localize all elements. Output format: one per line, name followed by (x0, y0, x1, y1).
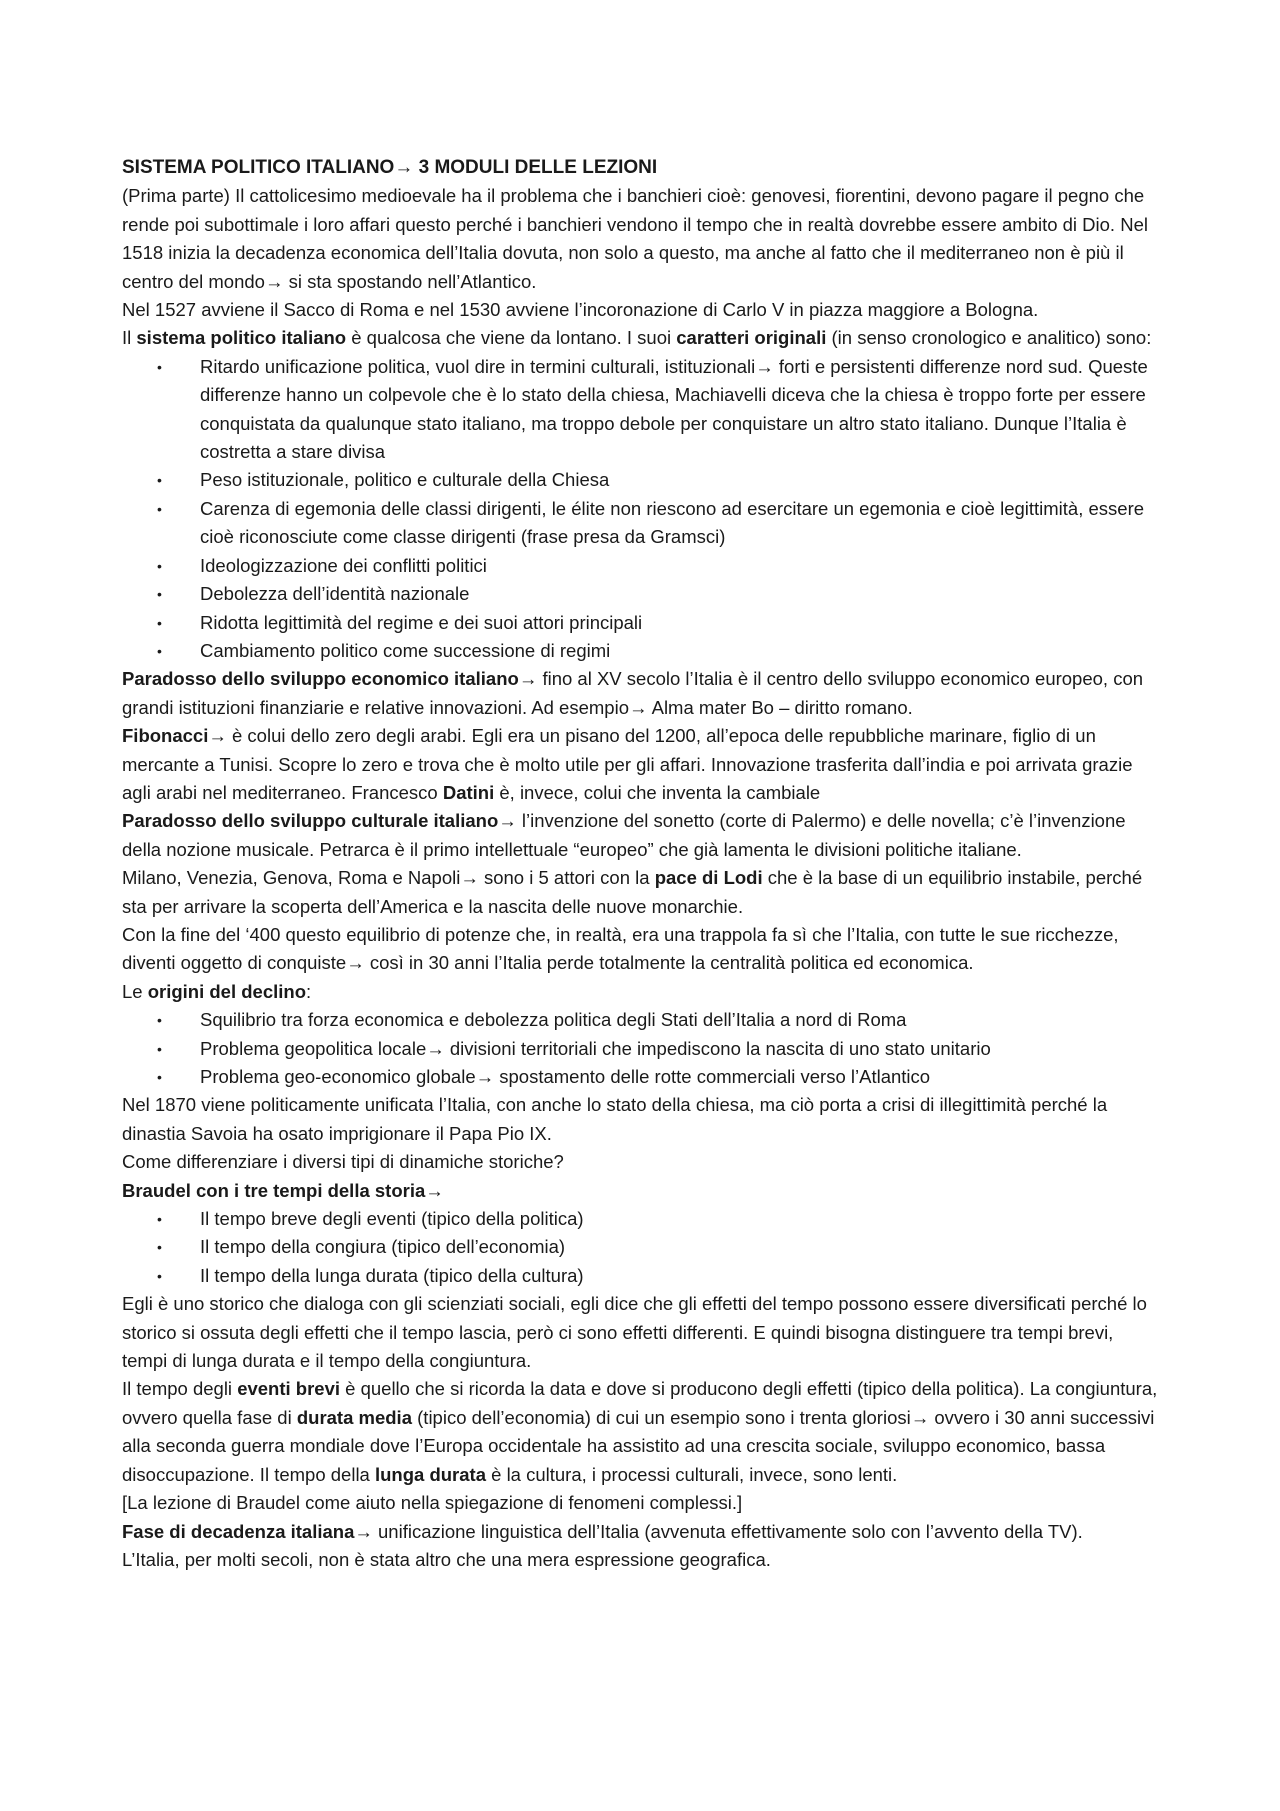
paragraph-espressione-geografica: L’Italia, per molti secoli, non è stata altro che una mera espressione geografica. (122, 1548, 771, 1570)
list-item (157, 495, 1162, 552)
paragraph-intro: (Prima parte) Il cattolicesimo medioevale ha il problema che i banchieri cioè: genovesi, fiorentini, devono pagare il pegno che rende poi subottimale i loro affari questo perché i banchieri vendono il tempo che in realtà dovrebbe essere ambito di Dio. Nel 1518 inizia la decadenza economica dell’Italia dovuta, non solo a questo, ma anche al fatto che il mediterraneo non è più il centro del mondo→ si sta spostando nell’Atlantico. (122, 185, 1148, 292)
bold-term: caratteri originali (676, 327, 827, 349)
bold-term: Fibonacci (122, 725, 209, 747)
document-page (122, 154, 1162, 1574)
paragraph-paradosso-culturale (122, 807, 1162, 864)
paragraph-lezione-braudel: [La lezione di Braudel come aiuto nella spiegazione di fenomeni complessi.] (122, 1492, 743, 1514)
text-run: Le (122, 980, 148, 1002)
paragraph-pace-di-lodi (122, 864, 1162, 921)
paragraph-storico: Egli è uno storico che dialoga con gli scienziati sociali, egli dice che gli effetti del tempo possono essere diversificati perché lo storico si ossuta degli effetti che il tempo lascia, però ci sono effetti differenti. E quindi bisogna distinguere tra tempi brevi, tempi di lunga durata e il tempo della congiuntura. (122, 1293, 1147, 1372)
paragraph-fibonacci (122, 722, 1162, 807)
bullet-icon: • (157, 1040, 162, 1057)
list-tempi-storia (122, 1205, 1162, 1290)
text-run: Il tempo degli (122, 1378, 238, 1400)
bold-term: Datini (442, 781, 495, 803)
text-run: → fino al XV secolo l’Italia è il centro dello sviluppo economico europeo, con grandi istituzioni finanziarie e relative innovazioni. Ad esempio→ Alma mater Bo – diritto romano. (122, 668, 1144, 718)
text-run: → l’invenzione del sonetto (corte di Palermo) e delle novella; c’è l’invenzione della nozione musicale. Petrarca è il primo intellettuale “europeo” che già lamenta le divisioni politiche italiane. (122, 810, 1126, 860)
bullet-icon: • (157, 557, 162, 574)
list-item (157, 1063, 1162, 1091)
list-item (157, 1006, 1162, 1034)
paragraph-braudel-heading (122, 1177, 1162, 1205)
text-run: (in senso cronologico e analitico) sono: (826, 327, 1152, 349)
list-item-text: Debolezza dell’identità nazionale (200, 583, 470, 605)
text-run: è qualcosa che viene da lontano. I suoi (346, 327, 677, 349)
paragraph-sacco-di-roma: Nel 1527 avviene il Sacco di Roma e nel 1530 avviene l’incoronazione di Carlo V in piazza maggiore a Bologna. (122, 299, 1039, 321)
list-item (157, 466, 1162, 494)
bold-term: eventi brevi (237, 1378, 341, 1400)
text-run: (tipico dell’economia) di cui un esempio sono i trenta gloriosi→ ovvero i 30 anni successivi alla seconda guerra mondiale dove l’Europa occidentale ha assistito ad una crescita sociale, sviluppo economico, bassa disoccupazione. Il tempo della (122, 1406, 1155, 1485)
bullet-icon: • (157, 1267, 162, 1284)
bold-term: pace di Lodi (654, 867, 763, 889)
list-item (157, 1035, 1162, 1063)
list-item (157, 637, 1162, 665)
text-run: Il (122, 327, 137, 349)
text-run: che è la base di un equilibrio instabile, perché sta per arrivare la scoperta dell’America e la nascita delle nuove monarchie. (122, 867, 1143, 917)
text-run: → unificazione linguistica dell’Italia (avvenuta effettivamente solo con l’avvento della TV). (354, 1520, 1083, 1542)
bullet-icon: • (157, 1239, 162, 1256)
bold-term: durata media (296, 1406, 412, 1428)
list-item-text: Problema geopolitica locale→ divisioni territoriali che impediscono la nascita di uno stato unitario (200, 1037, 991, 1059)
bullet-icon: • (157, 586, 162, 603)
bold-term: lunga durata (374, 1463, 486, 1485)
list-item-text: Ridotta legittimità del regime e dei suoi attori principali (200, 611, 643, 633)
document-title: SISTEMA POLITICO ITALIANO→ 3 MODULI DELLE LEZIONI (122, 157, 658, 178)
bullet-icon: • (157, 472, 162, 489)
list-item (157, 1205, 1162, 1233)
list-item-text: Ideologizzazione dei conflitti politici (200, 554, 487, 576)
paragraph-paradosso-economico (122, 665, 1162, 722)
list-item-text: Il tempo della congiura (tipico dell’economia) (200, 1236, 566, 1258)
list-caratteri-originali (122, 353, 1162, 665)
bullet-icon: • (157, 642, 162, 659)
bold-term: Paradosso dello sviluppo economico italiano (122, 668, 519, 690)
bullet-icon: • (157, 358, 162, 375)
bold-term: origini del declino (147, 980, 307, 1002)
list-item (157, 552, 1162, 580)
list-item (157, 1233, 1162, 1261)
paragraph-1870: Nel 1870 viene politicamente unificata l’Italia, con anche lo stato della chiesa, ma ciò porta a crisi di illegittimità perché la dinastia Savoia ha osato imprigionare il Papa Pio IX. (122, 1094, 1108, 1144)
text-run: è, invece, colui che inventa la cambiale (494, 781, 821, 803)
bold-term: Fase di decadenza italiana (122, 1520, 355, 1542)
list-item (157, 580, 1162, 608)
text-run: è la cultura, i processi culturali, invece, sono lenti. (486, 1463, 898, 1485)
bold-term: Paradosso dello sviluppo culturale italiano (122, 810, 499, 832)
text-run: Milano, Venezia, Genova, Roma e Napoli→ sono i 5 attori con la (122, 867, 655, 889)
list-item-text: Il tempo della lunga durata (tipico della cultura) (200, 1264, 584, 1286)
bold-term: sistema politico italiano (136, 327, 347, 349)
list-item-text: Ritardo unificazione politica, vuol dire in termini culturali, istituzionali→ forti e persistenti differenze nord sud. Queste differenze hanno un colpevole che è lo stato della chiesa, Machiavelli diceva che la chiesa è troppo forte per essere conquistata da qualunque stato italiano, ma troppo debole per conquistare un altro stato italiano. Dunque l’Italia è costretta a stare divisa (200, 355, 1148, 463)
list-item-text: Problema geo-economico globale→ spostamento delle rotte commerciali verso l’Atlantico (200, 1066, 931, 1087)
list-item-text: Cambiamento politico come successione di regimi (200, 639, 611, 661)
list-item (157, 609, 1162, 637)
bullet-icon: • (157, 1012, 162, 1029)
list-origini-declino (122, 1006, 1162, 1091)
bullet-icon: • (157, 614, 162, 631)
text-run: → è colui dello zero degli arabi. Egli era un pisano del 1200, all’epoca delle repubbliche marinare, figlio di un mercante a Tunisi. Scopre lo zero e trova che è molto utile per gli affari. Innovazione trasferita dall’india e poi arrivata grazie agli arabi nel mediterraneo. Francesco (122, 725, 1133, 803)
bullet-icon: • (157, 1069, 162, 1085)
bold-term: Braudel con i tre tempi della storia→ (122, 1179, 444, 1201)
paragraph-fase-decadenza (122, 1518, 1162, 1546)
paragraph-origini-declino (122, 978, 1162, 1006)
list-item-text: Squilibrio tra forza economica e debolezza politica degli Stati dell’Italia a nord di Roma (200, 1009, 907, 1031)
list-item-text: Peso istituzionale, politico e culturale della Chiesa (200, 469, 610, 491)
paragraph-question: Come differenziare i diversi tipi di dinamiche storiche? (122, 1151, 564, 1173)
list-item (157, 1262, 1162, 1290)
bullet-icon: • (157, 500, 162, 517)
list-item (157, 353, 1162, 467)
list-item-text: Il tempo breve degli eventi (tipico della politica) (200, 1208, 584, 1230)
list-item-text: Carenza di egemonia delle classi dirigenti, le élite non riescono ad esercitare un egemonia e cioè legittimità, essere cioè riconosciute come classe dirigenti (frase presa da Gramsci) (200, 497, 1145, 548)
paragraph-tempi-dettaglio (122, 1375, 1162, 1489)
text-run: : (306, 980, 312, 1002)
text-run: è quello che si ricorda la data e dove si producono degli effetti (tipico della politica). La congiuntura, ovvero quella fase di (122, 1378, 1158, 1428)
paragraph-fine-400: Con la fine del ‘400 questo equilibrio di potenze che, in realtà, era una trappola fa sì che l’Italia, con tutte le sue ricchezze, diventi oggetto di conquiste→ così in 30 anni l’Italia perde totalmente la centralità politica ed economica. (122, 923, 1119, 974)
bullet-icon: • (157, 1211, 162, 1228)
paragraph-caratteri-originali (122, 324, 1162, 352)
